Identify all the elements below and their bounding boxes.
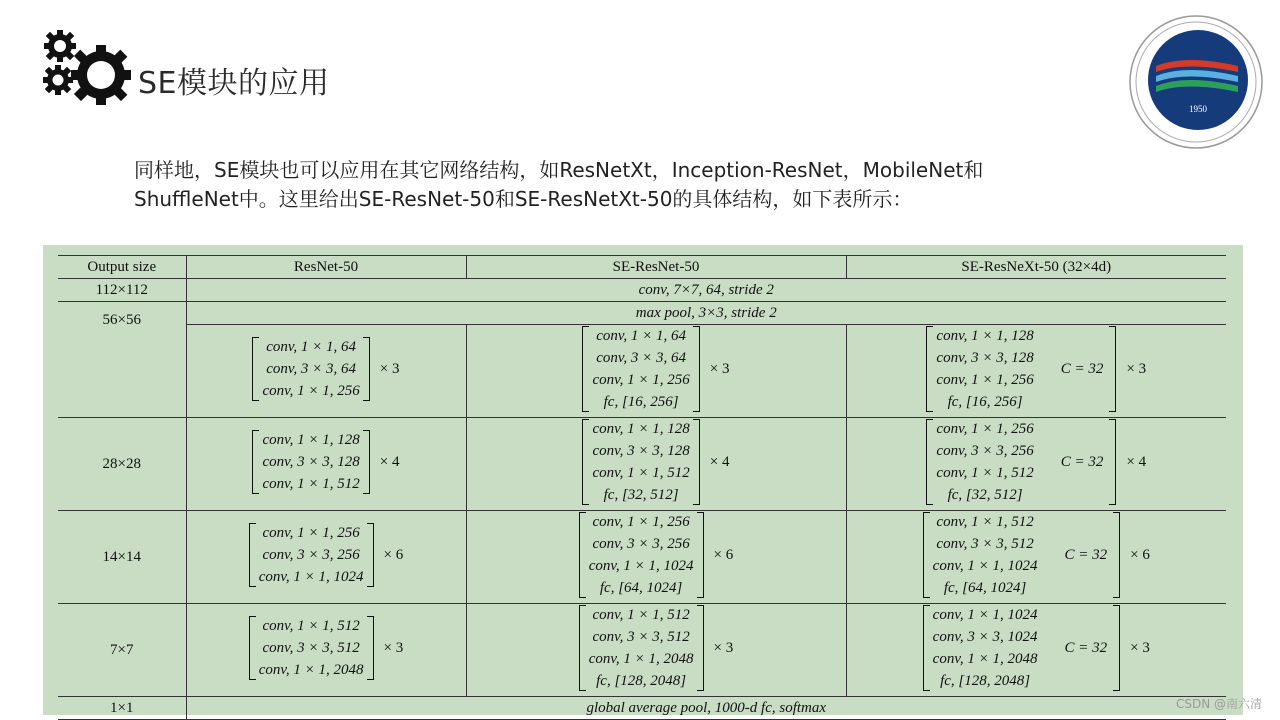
- left-bracket: [923, 605, 930, 691]
- se-resnet-block-cell: [466, 418, 846, 511]
- table-row: [58, 604, 1226, 697]
- final-layer-cell: global average pool, 1000-d fc, softmax: [186, 697, 1226, 720]
- block-matrix: [926, 325, 1146, 413]
- right-bracket: [1113, 512, 1120, 598]
- left-bracket: [252, 337, 259, 401]
- se-resnext-block-cell: [846, 325, 1226, 418]
- slide-header: [40, 28, 640, 108]
- right-bracket: [697, 512, 704, 598]
- block-layers: [930, 604, 1041, 692]
- layer-line: conv, 3 × 3, 128: [592, 443, 690, 459]
- resnet-block-cell: [186, 325, 466, 418]
- output-size-cell: 14×14: [58, 511, 186, 604]
- output-size-cell: 56×56: [58, 302, 186, 418]
- table-row: [58, 511, 1226, 604]
- layer-line: conv, 3 × 3, 256: [936, 443, 1034, 459]
- left-bracket: [926, 326, 933, 412]
- layer-line: conv, 3 × 3, 256: [592, 536, 690, 552]
- layer-line: conv, 1 × 1, 1024: [258, 569, 364, 585]
- left-bracket: [923, 512, 930, 598]
- block-matrix: [926, 418, 1146, 506]
- repeat-multiplier: × 4: [379, 453, 400, 470]
- repeat-multiplier: × 3: [383, 639, 404, 656]
- layer-line: conv, 1 × 1, 2048: [588, 651, 694, 667]
- right-bracket: [363, 337, 370, 401]
- layer-line: conv, 3 × 3, 64: [596, 350, 687, 366]
- repeat-multiplier: × 6: [1130, 546, 1150, 563]
- repeat-multiplier: × 3: [709, 360, 730, 377]
- block-layers: [256, 615, 367, 681]
- cardinality-label: C = 32: [1064, 546, 1108, 563]
- layer-line: fc, [64, 1024]: [943, 580, 1027, 596]
- se-resnext-block-cell: [846, 604, 1226, 697]
- university-seal-icon: [1126, 14, 1266, 150]
- repeat-multiplier: × 3: [1130, 639, 1150, 656]
- resnet-block-cell: [186, 511, 466, 604]
- layer-line: conv, 1 × 1, 1024: [932, 607, 1038, 623]
- layer-line: conv, 3 × 3, 256: [262, 547, 360, 563]
- header-se-resnet50: SE-ResNet-50: [466, 256, 846, 279]
- watermark: CSDN @南六清: [1175, 697, 1262, 711]
- block-matrix: [582, 418, 729, 506]
- cardinality-label: C = 32: [1064, 639, 1108, 656]
- layer-line: conv, 1 × 1, 512: [262, 618, 360, 634]
- layer-line: fc, [32, 512]: [947, 487, 1023, 503]
- block-matrix: [579, 604, 734, 692]
- left-bracket: [579, 512, 586, 598]
- layer-line: conv, 3 × 3, 128: [262, 454, 360, 470]
- block-layers: [586, 604, 697, 692]
- max-pool-cell: max pool, 3×3, stride 2: [186, 302, 1226, 325]
- repeat-multiplier: × 6: [713, 546, 734, 563]
- block-layers: [259, 429, 362, 495]
- right-bracket: [1109, 326, 1116, 412]
- layer-line: conv, 1 × 1, 512: [262, 476, 360, 492]
- repeat-multiplier: × 3: [713, 639, 734, 656]
- table-header-row: [58, 256, 1226, 279]
- layer-line: conv, 1 × 1, 128: [592, 421, 690, 437]
- block-layers: [259, 336, 362, 402]
- output-size-cell: 1×1: [58, 697, 186, 720]
- layer-line: conv, 1 × 1, 2048: [258, 662, 364, 678]
- layer-line: conv, 1 × 1, 256: [262, 383, 360, 399]
- table-row: [58, 418, 1226, 511]
- block-layers: [589, 325, 692, 413]
- layer-line: conv, 1 × 1, 512: [936, 514, 1034, 530]
- table-row: [58, 697, 1226, 720]
- layer-line: fc, [128, 2048]: [940, 673, 1031, 689]
- block-matrix: [249, 615, 404, 681]
- layer-line: conv, 1 × 1, 1024: [932, 558, 1038, 574]
- header-output-size: Output size: [58, 256, 186, 279]
- cardinality-label: C = 32: [1060, 453, 1104, 470]
- layer-line: conv, 1 × 1, 128: [936, 328, 1034, 344]
- output-size-cell: 7×7: [58, 604, 186, 697]
- block-matrix: [923, 511, 1150, 599]
- layer-line: conv, 1 × 1, 256: [262, 525, 360, 541]
- layer-line: conv, 1 × 1, 64: [266, 339, 357, 355]
- block-matrix: [252, 429, 399, 495]
- repeat-multiplier: × 3: [1126, 360, 1147, 377]
- cardinality-label: C = 32: [1060, 360, 1104, 377]
- table-row: [58, 325, 1226, 418]
- right-bracket: [367, 523, 374, 587]
- se-resnet-block-cell: [466, 604, 846, 697]
- right-bracket: [693, 419, 700, 505]
- block-matrix: [249, 522, 404, 588]
- right-bracket: [367, 616, 374, 680]
- se-resnet-block-cell: [466, 511, 846, 604]
- table-row: [58, 302, 1226, 325]
- header-se-resnext50: SE-ResNeXt-50 (32×4d): [846, 256, 1226, 279]
- layer-line: conv, 3 × 3, 512: [592, 629, 690, 645]
- layer-line: conv, 1 × 1, 256: [592, 514, 690, 530]
- layer-line: conv, 1 × 1, 512: [936, 465, 1034, 481]
- left-bracket: [582, 326, 589, 412]
- se-resnext-block-cell: [846, 511, 1226, 604]
- layer-line: conv, 3 × 3, 128: [936, 350, 1034, 366]
- block-layers: [256, 522, 367, 588]
- stem-conv-cell: conv, 7×7, 64, stride 2: [186, 279, 1226, 302]
- layer-line: conv, 3 × 3, 512: [262, 640, 360, 656]
- block-layers: [933, 325, 1036, 413]
- se-resnext-block-cell: [846, 418, 1226, 511]
- intro-line-1: 同样地，SE模块也可以应用在其它网络结构，如ResNetXt，Inception-ResNet，MobileNet和: [134, 158, 984, 182]
- gears-icon: [40, 28, 135, 108]
- slide-title: SE模块的应用: [138, 66, 330, 101]
- table-row: [58, 279, 1226, 302]
- layer-line: conv, 3 × 3, 512: [936, 536, 1034, 552]
- layer-line: fc, [16, 256]: [603, 394, 679, 410]
- left-bracket: [252, 430, 259, 494]
- layer-line: fc, [128, 2048]: [596, 673, 687, 689]
- left-bracket: [249, 616, 256, 680]
- layer-line: fc, [32, 512]: [603, 487, 679, 503]
- layer-line: conv, 1 × 1, 2048: [932, 651, 1038, 667]
- right-bracket: [697, 605, 704, 691]
- layer-line: conv, 1 × 1, 64: [596, 328, 687, 344]
- logo-year: 1950: [1189, 104, 1207, 114]
- layer-line: conv, 1 × 1, 512: [592, 465, 690, 481]
- layer-line: conv, 3 × 3, 1024: [932, 629, 1038, 645]
- resnet-block-cell: [186, 604, 466, 697]
- resnet-block-cell: [186, 418, 466, 511]
- block-layers: [586, 511, 697, 599]
- layer-line: conv, 3 × 3, 64: [266, 361, 357, 377]
- block-matrix: [582, 325, 729, 413]
- block-matrix: [923, 604, 1150, 692]
- block-layers: [933, 418, 1036, 506]
- output-size-cell: 28×28: [58, 418, 186, 511]
- intro-text: [134, 156, 1124, 214]
- repeat-multiplier: × 4: [1126, 453, 1147, 470]
- left-bracket: [579, 605, 586, 691]
- repeat-multiplier: × 4: [709, 453, 730, 470]
- layer-line: conv, 1 × 1, 1024: [588, 558, 694, 574]
- repeat-multiplier: × 6: [383, 546, 404, 563]
- left-bracket: [582, 419, 589, 505]
- right-bracket: [1109, 419, 1116, 505]
- layer-line: fc, [16, 256]: [947, 394, 1023, 410]
- layer-line: conv, 1 × 1, 512: [592, 607, 690, 623]
- left-bracket: [249, 523, 256, 587]
- layer-line: conv, 1 × 1, 256: [936, 421, 1034, 437]
- output-size-cell: 112×112: [58, 279, 186, 302]
- layer-line: fc, [64, 1024]: [599, 580, 683, 596]
- right-bracket: [1113, 605, 1120, 691]
- block-layers: [589, 418, 692, 506]
- header-resnet50: ResNet-50: [186, 256, 466, 279]
- layer-line: conv, 1 × 1, 256: [936, 372, 1034, 388]
- block-matrix: [252, 336, 399, 402]
- left-bracket: [926, 419, 933, 505]
- block-matrix: [579, 511, 734, 599]
- intro-line-2: ShuffleNet中。这里给出SE-ResNet-50和SE-ResNetXt-50的具体结构，如下表所示：: [134, 187, 913, 211]
- architecture-table: [58, 255, 1226, 720]
- repeat-multiplier: × 3: [379, 360, 400, 377]
- layer-line: conv, 1 × 1, 256: [592, 372, 690, 388]
- right-bracket: [363, 430, 370, 494]
- block-layers: [930, 511, 1041, 599]
- layer-line: conv, 1 × 1, 128: [262, 432, 360, 448]
- right-bracket: [693, 326, 700, 412]
- architecture-table-panel: [43, 245, 1243, 715]
- se-resnet-block-cell: [466, 325, 846, 418]
